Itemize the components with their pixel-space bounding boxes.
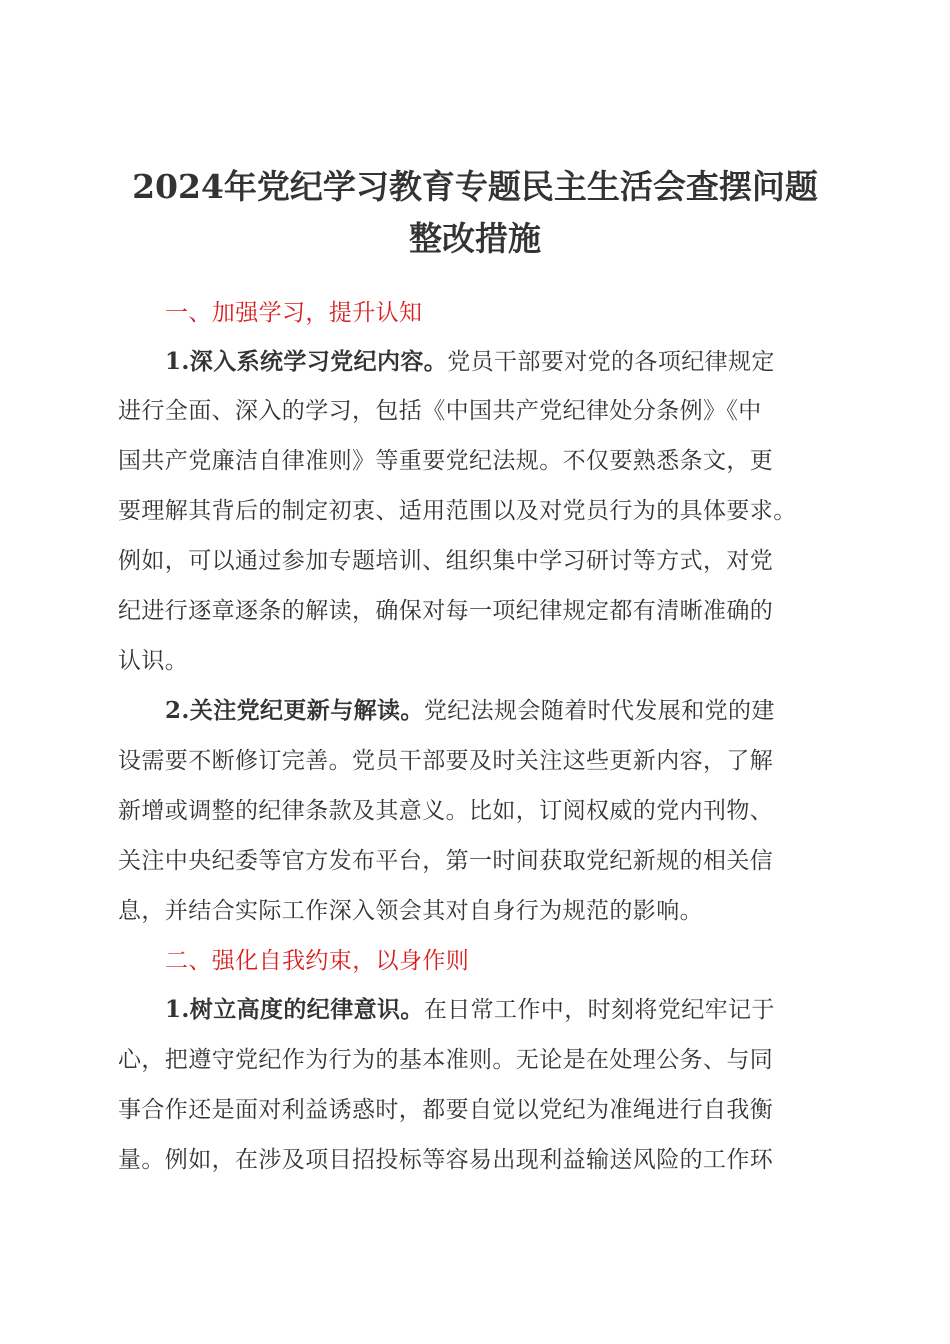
paragraph-line: 新增或调整的纪律条款及其意义。比如，订阅权威的党内刊物、 [118,798,774,824]
item-text: 党员干部要对党的各项纪律规定 [447,349,775,375]
item-lead: 1.树立高度的纪律意识。 [165,996,424,1023]
paragraph-line [165,346,775,378]
paragraph-line: 例如，可以通过参加专题培训、组织集中学习研讨等方式，对党 [118,548,774,574]
paragraph-line: 设需要不断修订完善。党员干部要及时关注这些更新内容，了解 [118,748,774,774]
section-heading-2: 二、强化自我约束，以身作则 [165,948,470,974]
paragraph-line [165,695,775,727]
item-text: 党纪法规会随着时代发展和党的建 [423,698,775,724]
paragraph-line: 事合作还是面对利益诱惑时，都要自觉以党纪为准绳进行自我衡 [118,1097,774,1123]
paragraph-line: 量。例如，在涉及项目招投标等容易出现利益输送风险的工作环 [118,1147,774,1173]
paragraph-line [165,994,775,1026]
item-text: 在日常工作中，时刻将党纪牢记于 [423,997,775,1023]
paragraph-line: 纪进行逐章逐条的解读，确保对每一项纪律规定都有清晰准确的 [118,598,774,624]
paragraph-line: 国共产党廉洁自律准则》等重要党纪法规。不仅要熟悉条文，更 [118,448,774,474]
document-title-line-2: 整改措施 [409,219,541,258]
paragraph-line: 认识。 [118,648,189,674]
document-title-line-1: 2024年党纪学习教育专题民主生活会查摆问题 [132,167,818,206]
paragraph-line: 心，把遵守党纪作为行为的基本准则。无论是在处理公务、与同 [118,1047,774,1073]
paragraph-line: 关注中央纪委等官方发布平台，第一时间获取党纪新规的相关信 [118,848,774,874]
paragraph-line: 进行全面、深入的学习，包括《中国共产党纪律处分条例》《中 [118,398,762,424]
item-lead: 2.关注党纪更新与解读。 [165,697,424,724]
section-heading-1: 一、加强学习，提升认知 [165,300,423,326]
item-lead: 1.深入系统学习党纪内容。 [165,348,448,375]
paragraph-line: 要理解其背后的制定初衷、适用范围以及对党员行为的具体要求。 [118,498,797,524]
paragraph-line: 息，并结合实际工作深入领会其对自身行为规范的影响。 [118,898,703,924]
